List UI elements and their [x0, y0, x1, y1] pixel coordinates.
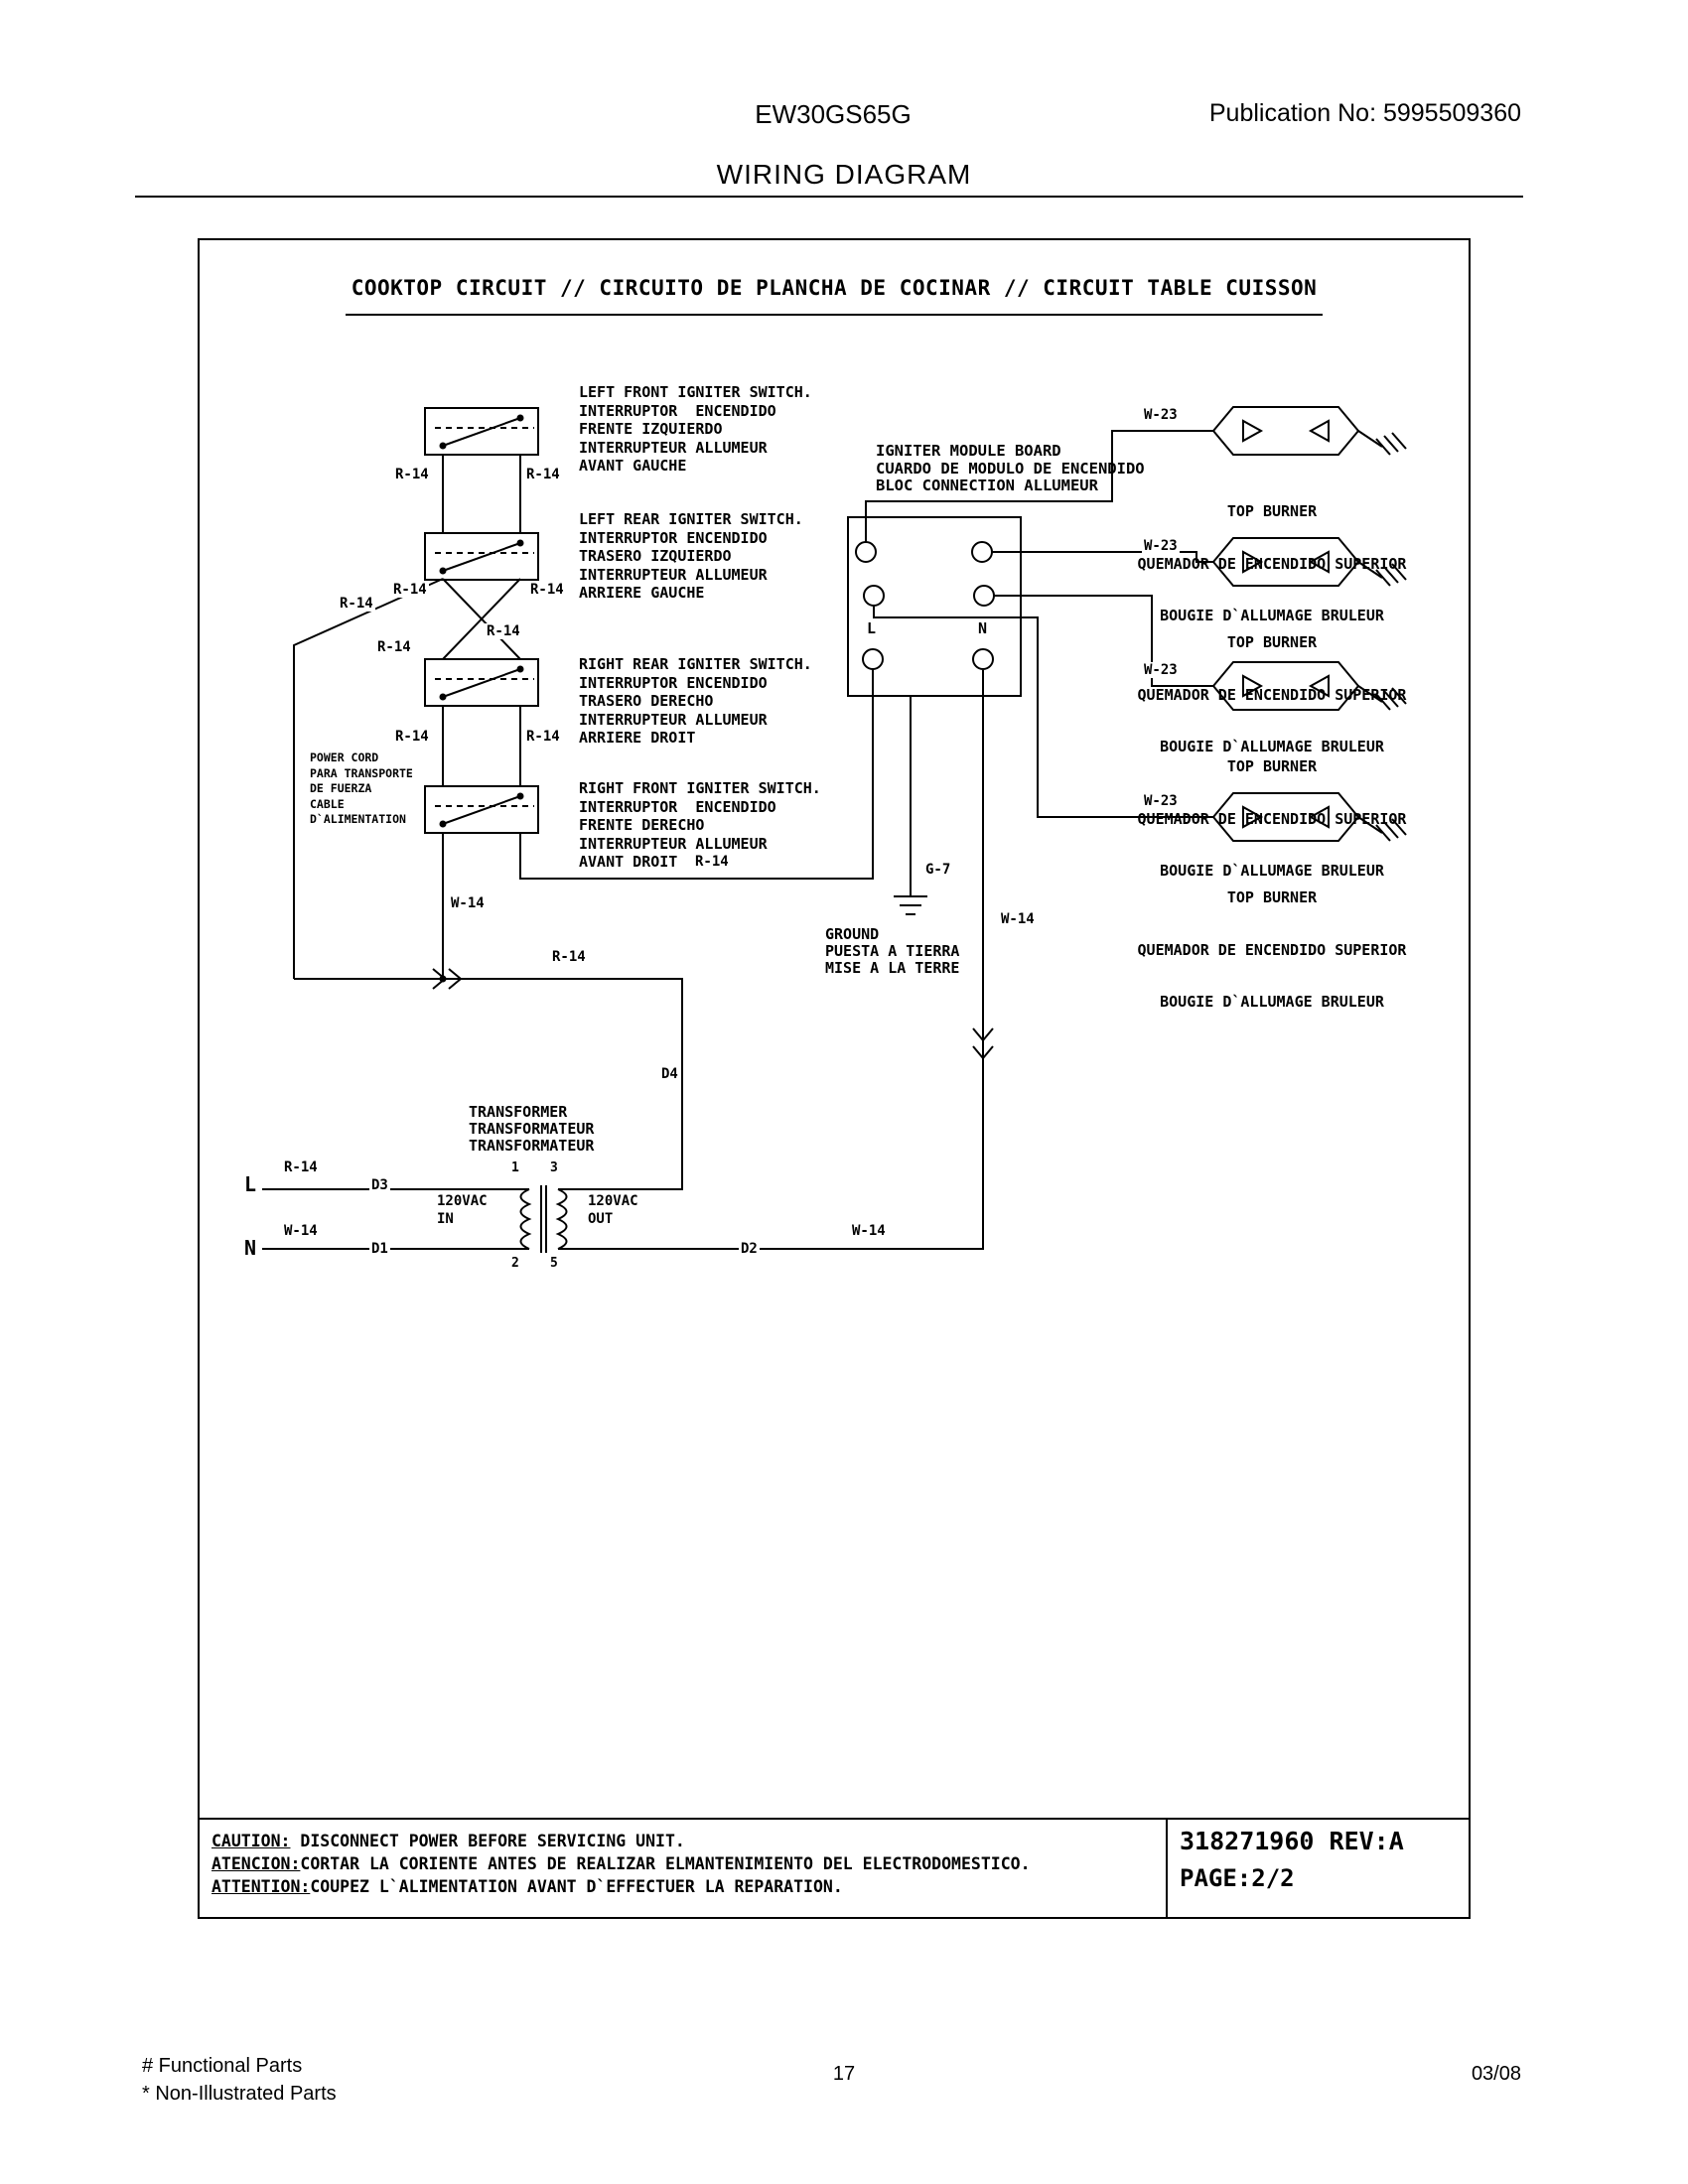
switch-text-right-rear — [579, 655, 812, 748]
wire-label-r14: R-14 — [284, 1160, 318, 1175]
label-line: CABLE — [310, 796, 345, 811]
label-line: TRANSFORMATEUR — [469, 1120, 595, 1138]
label-line: RIGHT REAR IGNITER SWITCH. — [579, 655, 812, 673]
label-line: IGNITER MODULE BOARD — [876, 442, 1061, 460]
caution-line-2 — [211, 1852, 1031, 1875]
wire-label-r14: R-14 — [340, 596, 373, 612]
label-line: AVANT DROIT — [579, 853, 678, 871]
label-line: AVANT GAUCHE — [579, 457, 687, 475]
label-line: QUEMADOR DE ENCENDIDO SUPERIOR — [1137, 809, 1407, 828]
caution-prefix: ATENCION: — [211, 1854, 301, 1873]
wire-label-d1: D1 — [371, 1241, 388, 1257]
transformer-pin-2: 2 — [511, 1256, 519, 1271]
switch-symbol-4 — [435, 796, 534, 824]
wire-label-r14: R-14 — [377, 639, 411, 655]
transformer-pin-1: 1 — [511, 1160, 519, 1175]
transformer-pin-5: 5 — [550, 1256, 558, 1271]
transformer-in-label: 120VAC — [437, 1193, 488, 1209]
caution-prefix: ATTENTION: — [211, 1877, 311, 1896]
label-line: BOUGIE D`ALLUMAGE BRULEUR — [1160, 738, 1384, 755]
label-line: PARA TRANSPORTE — [310, 765, 413, 780]
connector-chevrons — [433, 969, 993, 1058]
wire-label-r14: R-14 — [487, 623, 520, 639]
wire-label-w14: W-14 — [852, 1223, 886, 1239]
model-number: EW30GS65G — [755, 99, 912, 129]
wire-label-r14: R-14 — [395, 729, 429, 745]
page-ref: PAGE:2/2 — [1180, 1864, 1295, 1892]
caution-line-1 — [211, 1830, 685, 1852]
wire-label-w23-3: W-23 — [1144, 662, 1178, 678]
diagram-title: COOKTOP CIRCUIT // CIRCUITO DE PLANCHA DE COCINAR // CIRCUIT TABLE CUISSON — [351, 276, 1318, 300]
label-line: INTERRUPTEUR ALLUMEUR — [579, 565, 768, 584]
switch-text-left-front — [579, 383, 812, 476]
label-line: RIGHT FRONT IGNITER SWITCH. — [579, 779, 821, 797]
caution-divider-vertical — [1166, 1818, 1168, 1917]
label-line: DE FUERZA — [310, 781, 372, 795]
footnote-functional-parts: # Functional Parts — [142, 2055, 303, 2077]
wire-label-w23-2: W-23 — [1144, 538, 1178, 554]
wire-label-r14: R-14 — [393, 582, 427, 598]
switch-symbol-3 — [435, 669, 534, 697]
label-line: INTERRUPTOR ENCENDIDO — [579, 797, 776, 816]
switch-symbol-1 — [435, 418, 534, 446]
label-line: INTERRUPTEUR ALLUMEUR — [579, 438, 768, 457]
label-line: ARRIERE GAUCHE — [579, 584, 705, 602]
caution-prefix: CAUTION: — [211, 1832, 291, 1850]
label-line: INTERRUPTOR ENCENDIDO — [579, 673, 768, 692]
line-label-l: L — [244, 1172, 257, 1196]
wire-label-r14: R-14 — [395, 467, 429, 482]
transformer-out-label: 120VAC — [588, 1193, 638, 1209]
label-line: BOUGIE D`ALLUMAGE BRULEUR — [1160, 607, 1384, 624]
label-line: BLOC CONNECTION ALLUMEUR — [876, 477, 1098, 494]
ground-symbol — [894, 696, 927, 914]
burner-text-4 — [1123, 855, 1421, 1046]
caution-text: DISCONNECT POWER BEFORE SERVICING UNIT. — [290, 1832, 685, 1850]
label-line: MISE A LA TERRE — [825, 959, 960, 977]
transformer-out-label2: OUT — [588, 1211, 614, 1227]
wire-label-r14: R-14 — [530, 582, 564, 598]
label-line: LEFT REAR IGNITER SWITCH. — [579, 510, 803, 528]
wire-label-w14: W-14 — [284, 1223, 318, 1239]
label-line: POWER CORD — [310, 751, 379, 764]
label-line: TRASERO DERECHO — [579, 692, 714, 710]
transformer-in-label2: IN — [437, 1211, 454, 1227]
board-terminal-l: L — [867, 619, 877, 637]
wire-label-r14: R-14 — [552, 949, 586, 965]
label-line: QUEMADOR DE ENCENDIDO SUPERIOR — [1137, 940, 1407, 959]
label-line: QUEMADOR DE ENCENDIDO SUPERIOR — [1137, 685, 1407, 704]
label-line: CUARDO DE MODULO DE ENCENDIDO — [876, 459, 1145, 478]
wire-label-d4: D4 — [661, 1066, 678, 1082]
power-cord-text — [310, 751, 413, 828]
wire-label-w23-1: W-23 — [1144, 407, 1178, 423]
publication-number: Publication No: 5995509360 — [1208, 99, 1521, 127]
switch-text-left-rear — [579, 510, 803, 603]
page-number: 17 — [832, 2063, 856, 2085]
wire-label-w23-4: W-23 — [1144, 793, 1178, 809]
wire-label-d3: D3 — [371, 1177, 388, 1193]
wire-label-g7: G-7 — [925, 862, 951, 878]
transformer-symbol — [521, 1185, 567, 1253]
label-line: ARRIERE DROIT — [579, 729, 696, 747]
line-label-n: N — [244, 1236, 257, 1260]
label-line: TOP BURNER — [1226, 502, 1318, 520]
label-line: INTERRUPTOR ENCENDIDO — [579, 528, 768, 547]
wire-label-d2: D2 — [741, 1241, 758, 1257]
label-line: BOUGIE D`ALLUMAGE BRULEUR — [1160, 993, 1384, 1011]
label-line: TRANSFORMER — [469, 1103, 568, 1121]
transformer-pin-3: 3 — [550, 1160, 558, 1175]
label-line: D`ALIMENTATION — [310, 812, 406, 826]
part-number: 318271960 REV:A — [1180, 1827, 1404, 1855]
wire-label-r14: R-14 — [526, 729, 560, 745]
caution-text: COUPEZ L`ALIMENTATION AVANT D`EFFECTUER LA REPARATION. — [310, 1877, 843, 1896]
label-line: INTERRUPTOR ENCENDIDO — [579, 401, 776, 420]
label-line: INTERRUPTEUR ALLUMEUR — [579, 834, 768, 853]
caution-line-3 — [211, 1875, 843, 1898]
revision-date: 03/08 — [1471, 2063, 1521, 2085]
transformer-text — [469, 1104, 594, 1155]
label-line: TRANSFORMATEUR — [469, 1137, 595, 1155]
ground-text — [825, 926, 959, 977]
board-terminals — [856, 542, 994, 669]
label-line: TOP BURNER — [1226, 633, 1318, 651]
footnote-non-illustrated: * Non-Illustrated Parts — [142, 2083, 337, 2105]
caution-text: CORTAR LA CORIENTE ANTES DE REALIZAR ELMANTENIMIENTO DEL ELECTRODOMESTICO. — [300, 1854, 1031, 1873]
wire-label-r14: R-14 — [526, 467, 560, 482]
label-line: BOUGIE D`ALLUMAGE BRULEUR — [1160, 862, 1384, 880]
module-board-text — [876, 443, 1145, 495]
label-line: QUEMADOR DE ENCENDIDO SUPERIOR — [1137, 554, 1407, 573]
burner-symbol-1 — [1213, 407, 1406, 455]
label-line: INTERRUPTEUR ALLUMEUR — [579, 710, 768, 729]
switch-symbol-2 — [435, 543, 534, 571]
doc-title: WIRING DIAGRAM — [716, 159, 972, 190]
label-line: TRASERO IZQUIERDO — [579, 547, 732, 565]
label-line: FRENTE DERECHO — [579, 816, 705, 834]
label-line: TOP BURNER — [1226, 888, 1318, 906]
label-line: TOP BURNER — [1226, 757, 1318, 775]
wire-label-w14: W-14 — [451, 895, 485, 911]
caution-divider-top — [198, 1818, 1471, 1820]
wire-label-r14: R-14 — [695, 854, 729, 870]
label-line: FRENTE IZQUIERDO — [579, 420, 723, 438]
wire-label-w14: W-14 — [1001, 911, 1035, 927]
label-line: LEFT FRONT IGNITER SWITCH. — [579, 383, 812, 401]
label-line: GROUND — [825, 925, 880, 943]
label-line: PUESTA A TIERRA — [825, 942, 960, 960]
board-terminal-n: N — [978, 619, 988, 637]
